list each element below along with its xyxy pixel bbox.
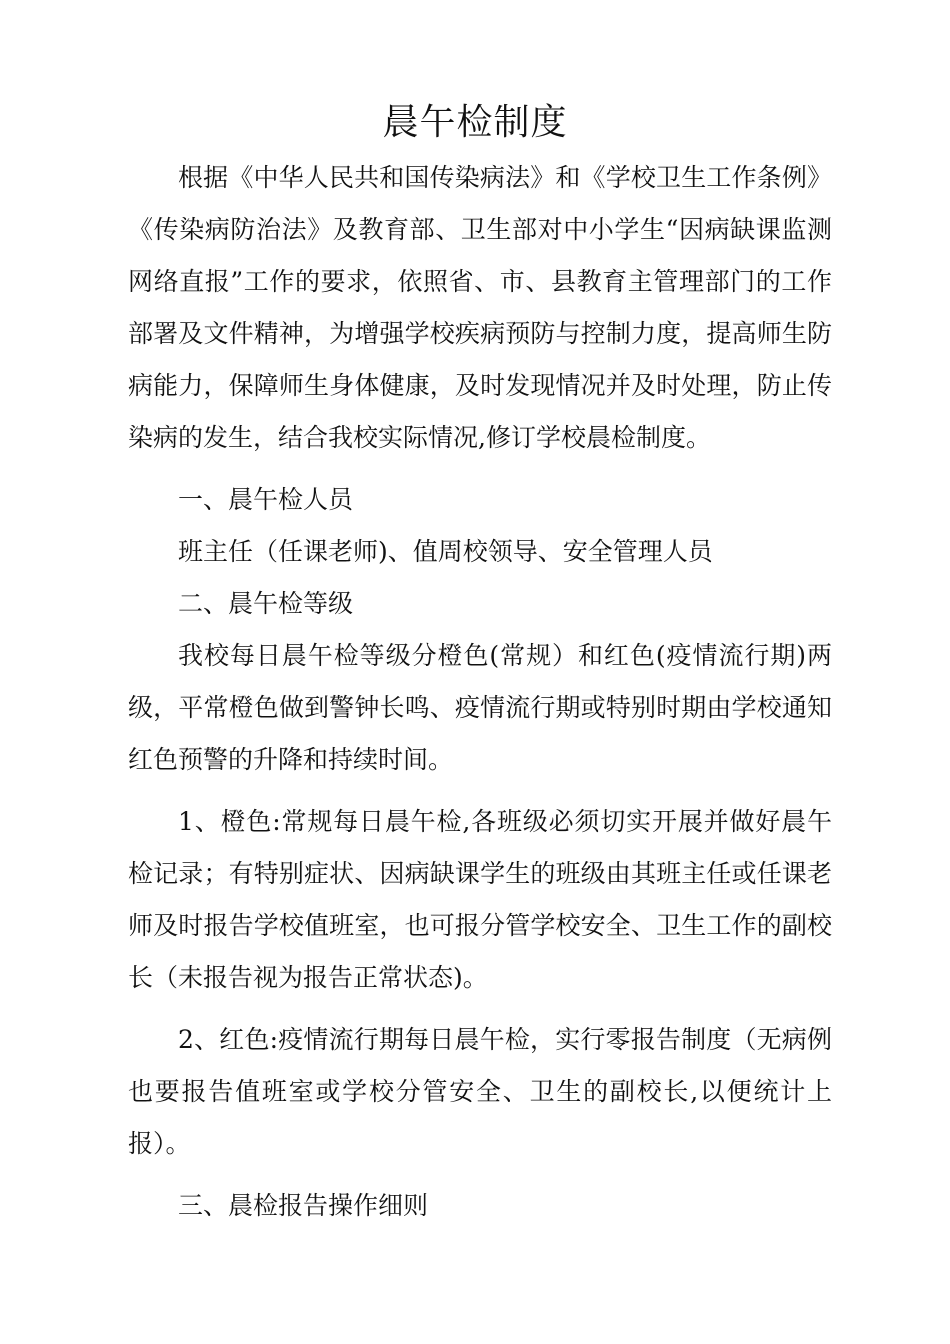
section-heading-personnel: 一、晨午检人员	[178, 485, 354, 514]
personnel-paragraph: 班主任（任课老师)、值周校领导、安全管理人员	[178, 537, 713, 566]
orange-level-paragraph: 1、橙色:常规每日晨午检,各班级必须切实开展并做好晨午检记录；有特别症状、因病缺课学生的班级由其班主任或任课老师及时报告学校值班室，也可报分管学校安全、卫生工作的副校长（未报告视为报告正常状态)。	[128, 807, 832, 992]
section-heading-levels: 二、晨午检等级	[178, 589, 354, 618]
document-title: 晨午检制度	[382, 102, 568, 143]
document-body	[128, 152, 832, 1232]
red-level-paragraph: 2、红色:疫情流行期每日晨午检，实行零报告制度（无病例也要报告值班室或学校分管安全、卫生的副校长,以便统计上报）。	[128, 1025, 832, 1158]
levels-paragraph: 我校每日晨午检等级分橙色(常规）和红色(疫情流行期)两级，平常橙色做到警钟长鸣、疫情流行期或特别时期由学校通知红色预警的升降和持续时间。	[128, 641, 832, 774]
intro-paragraph: 根据《中华人民共和国传染病法》和《学校卫生工作条例》《传染病防治法》及教育部、卫生部对中小学生“因病缺课监测网络直报”工作的要求，依照省、市、县教育主管理部门的工作部署及文件精神，为增强学校疾病预防与控制力度，提高师生防病能力，保障师生身体健康，及时发现情况并及时处理，防止传染病的发生，结合我校实际情况,修订学校晨检制度。	[128, 163, 832, 452]
section-heading-report-rules: 三、晨检报告操作细则	[178, 1191, 429, 1220]
